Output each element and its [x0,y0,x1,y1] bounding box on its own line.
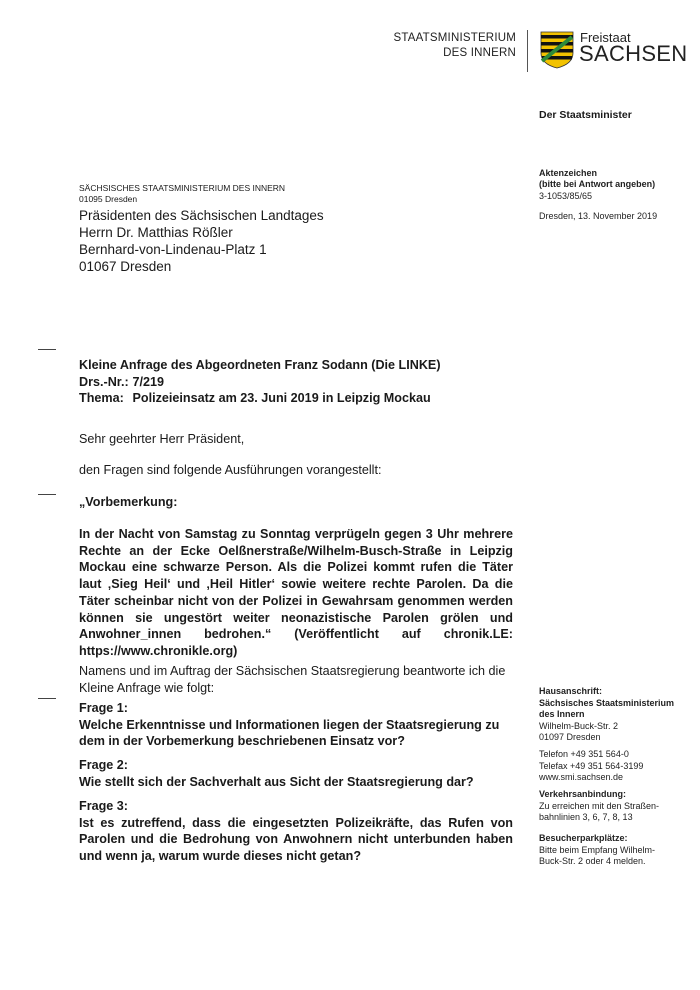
sender-line [79,183,285,205]
frage-1-label: Frage 1: [79,701,128,715]
frage-2 [79,757,513,790]
fold-mark [38,698,56,699]
ministry-line-2: DES INNERN [443,47,516,59]
answer-intro: Namens und im Auftrag der Sächsischen Staatsregierung beantworte ich die Kleine Anfrage wie folgt: [79,664,506,695]
phone-number: Telefon +49 351 564-0 [539,749,629,759]
contact-block [539,749,643,784]
freistaat-label: Freistaat [580,30,631,45]
parking-line: Buck-Str. 2 oder 4 melden. [539,856,646,866]
address-line: 01097 Dresden [539,732,601,742]
address-line: Sächsisches Staatsministerium [539,697,675,708]
frage-2-label: Frage 2: [79,758,128,772]
salutation: Sehr geehrter Herr Präsident, [79,432,245,446]
address-line: Wilhelm-Buck-Str. 2 [539,720,619,731]
vorbemerkung-text: In der Nacht von Samstag zu Sonntag verprügeln gegen 3 Uhr mehrere Rechte an der Ecke Oelßnerstraße/Wilhelm-Busch-Straße in Leipzig Mockau eine schwarze Person. Als die Polizei kommt rufen die Täter laut ‚Sieg Heil‘ und ‚Heil Hitler‘ sowie weitere rechte Parolen. Da die Täter scheinbar nicht von der Polizei in Gewahrsam genommen werden können sie ungestört weiter neonazistische Parolen grölen und Anwohner_innen bedrohen.“ (Veröffentlicht auf chronik.LE: https://www.chronikle.org) [79,527,513,658]
aktenzeichen-hint: (bitte bei Antwort angeben) [539,179,656,189]
recipient-line: Bernhard-von-Lindenau-Platz 1 [79,242,267,257]
sachsen-wordmark: SACHSEN [579,41,688,66]
frage-3-label: Frage 3: [79,799,128,813]
fold-mark [38,349,56,350]
thema-value: Polizeieinsatz am 23. Juni 2019 in Leipzig Mockau [132,391,431,405]
aktenzeichen-value: 3-1053/85/65 [539,191,593,201]
recipient-address [79,207,324,275]
frage-3-text: Ist es zutreffend, dass die eingesetzten Polizeikräfte, das Rufen von Parolen und die Bedrohung von Anwohnern nicht unterbunden haben und wenn ja, warum wurde dieses nicht getan? [79,815,513,864]
subject-title: Kleine Anfrage des Abgeordneten Franz Sodann (Die LINKE) [79,358,441,372]
website-link[interactable]: www.smi.sachsen.de [539,772,624,782]
parking-line: Bitte beim Empfang Wilhelm- [539,844,656,855]
frage-2-text: Wie stellt sich der Sachverhalt aus Sicht der Staatsregierung dar? [79,774,474,789]
header-divider [527,30,528,72]
drs-label: Drs.-Nr.: [79,374,129,389]
frage-1 [79,700,513,750]
frage-1-text: Welche Erkenntnisse und Informationen liegen der Staatsregierung zu dem in der Vorbemerkung beschriebenen Einsatz vor? [79,717,500,749]
transport-line: Zu erreichen mit den Straßen- [539,800,660,811]
address-block [539,686,674,744]
transport-line: bahnlinien 3, 6, 7, 8, 13 [539,812,633,822]
parking-block [539,833,655,868]
letter-date: Dresden, 13. November 2019 [539,211,658,221]
recipient-line: Herrn Dr. Matthias Rößler [79,225,233,240]
aktenzeichen-label: Aktenzeichen [539,168,598,178]
recipient-line: 01067 Dresden [79,259,172,274]
sender-name: SÄCHSISCHES STAATSMINISTERIUM DES INNERN [79,183,286,193]
address-line: des Innern [539,709,585,719]
thema-label: Thema: [79,391,124,405]
sender-city: 01095 Dresden [79,194,138,204]
intro-text: den Fragen sind folgende Ausführungen vorangestellt: [79,463,382,477]
subject-block [79,357,441,407]
ministry-name [394,31,516,61]
fold-mark [38,494,56,495]
frage-3 [79,798,513,865]
ministry-line-1: STAATSMINISTERIUM [393,32,516,44]
address-label: Hausanschrift: [539,686,603,696]
fax-number: Telefax +49 351 564-3199 [539,760,644,771]
saxony-crest-icon [540,31,574,69]
transport-block [539,789,659,824]
drs-value: 7/219 [132,374,165,389]
vorbemerkung-title: „Vorbemerkung: [79,495,178,509]
parking-label: Besucherparkplätze: [539,833,628,843]
transport-label: Verkehrsanbindung: [539,789,627,799]
recipient-line: Präsidenten des Sächsischen Landtages [79,208,324,223]
sender-role: Der Staatsminister [539,109,632,121]
